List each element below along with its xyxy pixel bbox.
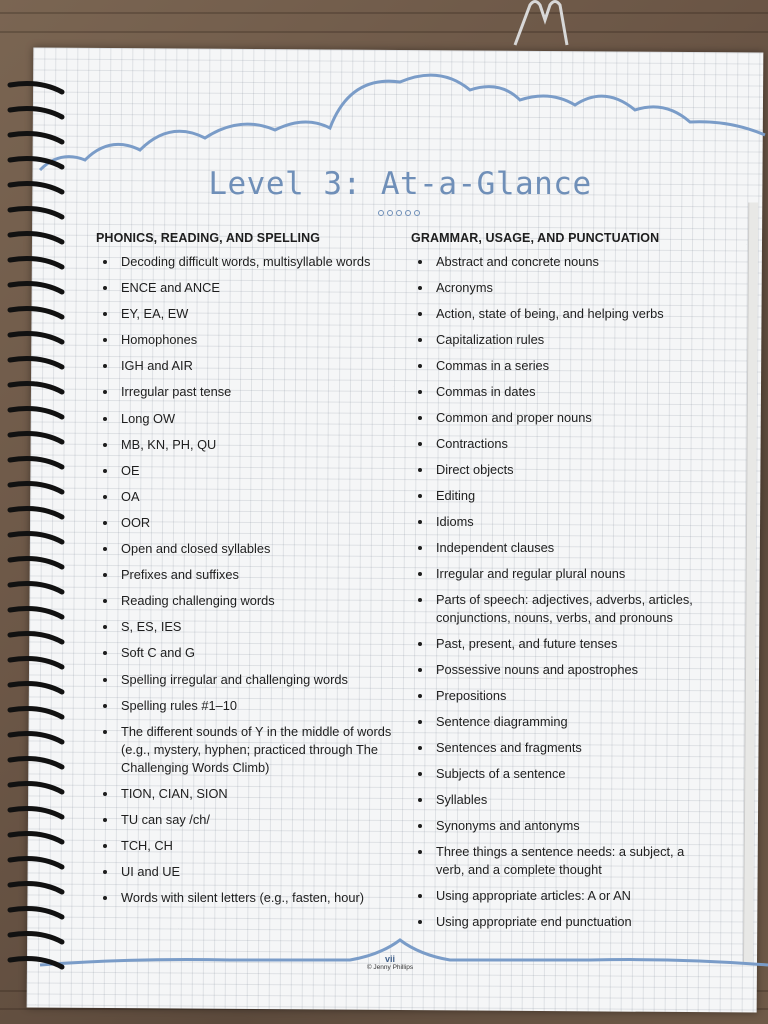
list-item: Using appropriate end punctuation	[411, 913, 711, 931]
list-item: Past, present, and future tenses	[411, 635, 711, 653]
list-item: Soft C and G	[96, 644, 396, 662]
list-item: TION, CIAN, SION	[96, 785, 396, 803]
list-item: S, ES, IES	[96, 618, 396, 636]
list-item: Sentences and fragments	[411, 739, 711, 757]
list-item: Contractions	[411, 435, 711, 453]
copyright: © Jenny Phillips	[366, 964, 414, 971]
page-number: vii	[384, 954, 395, 964]
list-item: Editing	[411, 487, 711, 505]
list-item: OOR	[96, 514, 396, 532]
binder-clip-icon	[505, 0, 575, 50]
phonics-heading: PHONICS, READING, AND SPELLING	[96, 231, 321, 245]
list-item: Decoding difficult words, multisyllable words	[96, 253, 396, 271]
list-item: The different sounds of Y in the middle of words (e.g., mystery, hyphen; practiced through The Challenging Words Climb)	[96, 723, 396, 777]
list-item: Homophones	[96, 331, 396, 349]
list-item: Parts of speech: adjectives, adverbs, articles, conjunctions, nouns, verbs, and pronouns	[411, 591, 711, 627]
phonics-column	[96, 231, 396, 915]
list-item: Idioms	[411, 513, 711, 531]
list-item: Three things a sentence needs: a subject, a verb, and a complete thought	[411, 843, 711, 879]
list-item: Common and proper nouns	[411, 409, 711, 427]
list-item: Irregular past tense	[96, 383, 396, 401]
list-item: EY, EA, EW	[96, 305, 396, 323]
list-item: Abstract and concrete nouns	[411, 253, 711, 271]
list-item: Reading challenging words	[96, 592, 396, 610]
list-item: UI and UE	[96, 863, 396, 881]
list-item: Prepositions	[411, 687, 711, 705]
list-item: OA	[96, 488, 396, 506]
spiral-binding-icon	[0, 80, 70, 980]
list-item: Subjects of a sentence	[411, 765, 711, 783]
list-item: Possessive nouns and apostrophes	[411, 661, 711, 679]
list-item: Irregular and regular plural nouns	[411, 565, 711, 583]
list-item: Syllables	[411, 791, 711, 809]
list-item: Commas in a series	[411, 357, 711, 375]
list-item: Prefixes and suffixes	[96, 566, 396, 584]
list-item: OE	[96, 462, 396, 480]
list-item: Open and closed syllables	[96, 540, 396, 558]
list-item: Action, state of being, and helping verbs	[411, 305, 711, 323]
list-item: ENCE and ANCE	[96, 279, 396, 297]
grammar-list	[411, 253, 711, 931]
list-item: IGH and AIR	[96, 357, 396, 375]
list-item: Commas in dates	[411, 383, 711, 401]
list-item: Acronyms	[411, 279, 711, 297]
list-item: Capitalization rules	[411, 331, 711, 349]
page-footer	[350, 954, 430, 971]
list-item: Spelling rules #1–10	[96, 697, 396, 715]
grammar-column	[411, 231, 711, 939]
list-item: Synonyms and antonyms	[411, 817, 711, 835]
list-item: TCH, CH	[96, 837, 396, 855]
phonics-list	[96, 253, 396, 907]
list-item: TU can say /ch/	[96, 811, 396, 829]
list-item: Sentence diagramming	[411, 713, 711, 731]
list-item: Independent clauses	[411, 539, 711, 557]
page-title: Level 3: At-a-Glance	[208, 166, 592, 202]
list-item: Spelling irregular and challenging words	[96, 671, 396, 689]
list-item: Using appropriate articles: A or AN	[411, 887, 711, 905]
list-item: Words with silent letters (e.g., fasten, hour)	[96, 889, 396, 907]
list-item: MB, KN, PH, QU	[96, 436, 396, 454]
grammar-heading: GRAMMAR, USAGE, AND PUNCTUATION	[411, 231, 660, 245]
list-item: Long OW	[96, 410, 396, 428]
title-dots-divider	[378, 210, 420, 216]
list-item: Direct objects	[411, 461, 711, 479]
